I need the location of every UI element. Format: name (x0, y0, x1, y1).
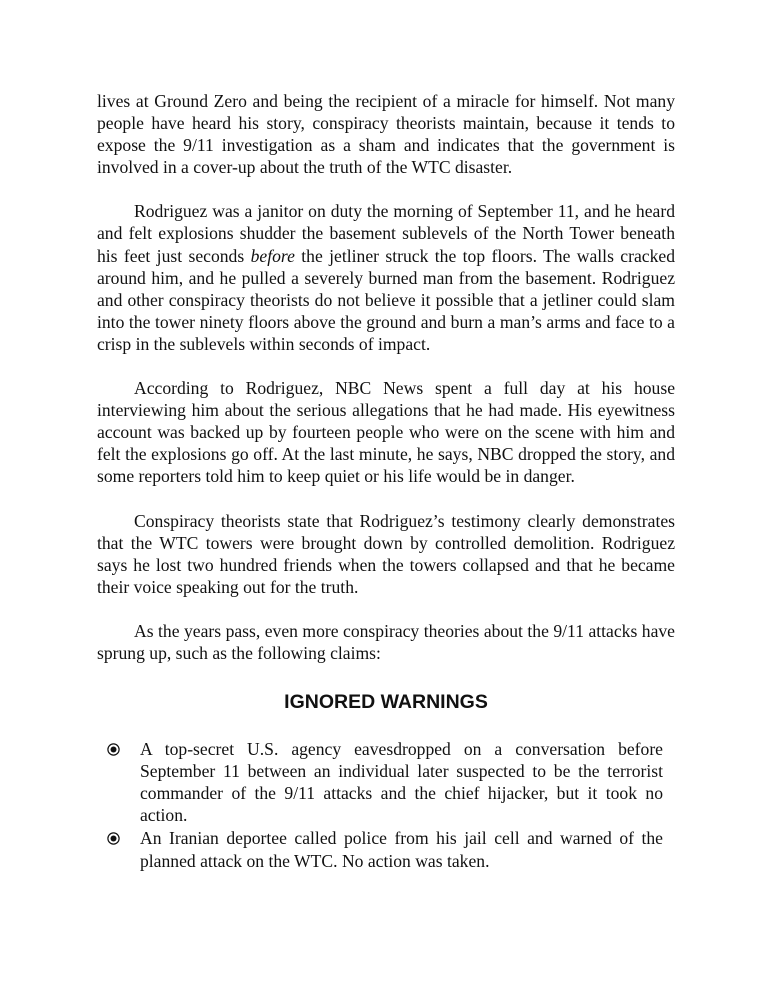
section-heading: IGNORED WARNINGS (284, 691, 488, 714)
list-item (97, 827, 675, 871)
paragraph-testimony: Conspiracy theorists state that Rodriguez’s testimony clearly demonstrates that the WTC towers were brought down by controlled demolition. Rodriguez says he lost two hundred friends when the towers collapsed and that he became their voice speaking out for the truth. (97, 510, 675, 597)
paragraph-nbc-news: According to Rodriguez, NBC News spent a full day at his house interviewing him about the serious allegations that he had made. His eyewitness account was backed up by fourteen people who were on the scene with him and felt the explosions go off. At the last minute, he says, NBC dropped the story, and some reporters told him to keep quiet or his life would be in danger. (97, 378, 675, 487)
list-item-text: An Iranian deportee called police from his jail cell and warned of the planned attack on the WTC. No action was taken. (140, 828, 663, 871)
document-page (97, 90, 675, 873)
list-item-text: A top-secret U.S. agency eavesdropped on a conversation before September 11 between an individual later suspected to be the terrorist commander of the 9/11 attacks and the chief hijacker, but it took no action. (140, 739, 663, 826)
paragraph-years-pass: As the years pass, even more conspiracy theories about the 9/11 attacks have sprung up, such as the following claims: (97, 620, 675, 663)
paragraph-rodriguez-janitor (97, 200, 675, 355)
paragraph-text: the jetliner struck the top floors. The walls cracked around him, and he pulled a severely burned man from the basement. Rodriguez and other conspiracy theorists do not believe it possible that a jetliner could slam into the tower ninety floors above the ground and burn a man’s arms and face to a crisp in the sublevels within seconds of impact. (97, 245, 675, 354)
bullet-list (97, 738, 675, 872)
paragraph-continuation: lives at Ground Zero and being the recipient of a miracle for himself. Not many people have heard his story, conspiracy theorists maintain, because it tends to expose the 9/11 investigation as a sham and indicates that the government is involved in a cover-up about the truth of the WTC disaster. (97, 91, 675, 178)
list-item (97, 738, 675, 826)
emphasis-text: before (250, 245, 295, 266)
circled-dot-icon (107, 743, 120, 756)
paragraph-text: Rodriguez was a janitor on duty the morning of September 11, and he heard and felt explosions shudder the basement sublevels of the North Tower beneath his feet just seconds (97, 201, 675, 266)
circled-dot-icon (107, 832, 120, 845)
